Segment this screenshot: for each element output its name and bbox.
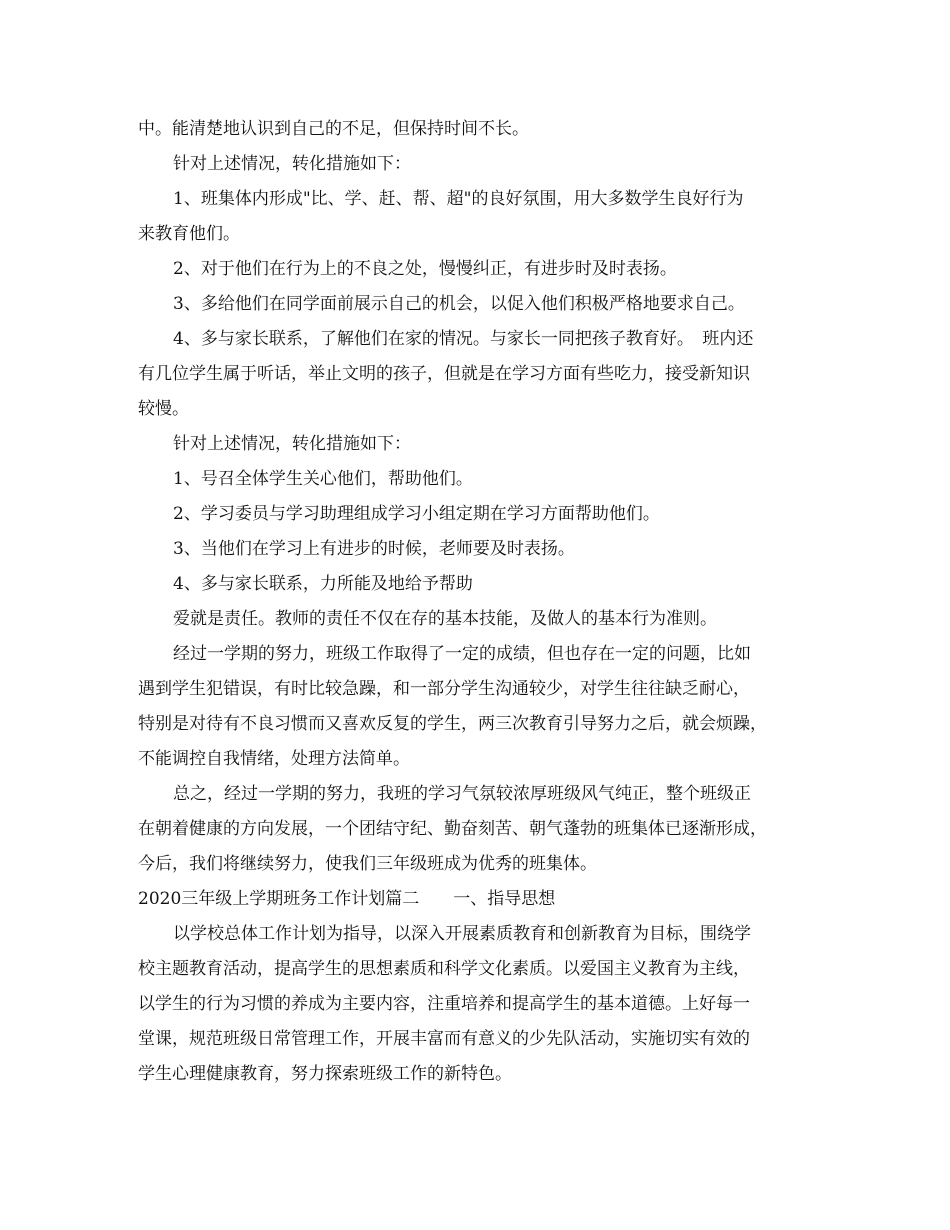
- text-line: 不能调控自我情绪，处理方法简单。: [138, 749, 410, 769]
- text-line: 4、多与家长联系，了解他们在家的情况。与家长一同把孩子教育好。 班内还: [173, 329, 754, 349]
- text-line: 以学校总体工作计划为指导，以深入开展素质教育和创新教育为目标，围绕学: [173, 924, 751, 944]
- text-line: 1、班集体内形成"比、学、赶、帮、超"的良好氛围，用大多数学生良好行为: [173, 189, 744, 209]
- text-line: 2、对于他们在行为上的不良之处，慢慢纠正，有进步时及时表扬。: [173, 259, 677, 279]
- text-line: 针对上述情况，转化措施如下：: [173, 154, 411, 174]
- text-line: 3、当他们在学习上有进步的时候，老师要及时表扬。: [173, 539, 575, 559]
- text-line: 特别是对待有不良习惯而又喜欢反复的学生，两三次教育引导努力之后，就会烦躁，: [138, 714, 767, 734]
- text-line: 堂课，规范班级日常管理工作，开展丰富而有意义的少先队活动，实施切实有效的: [138, 1029, 750, 1049]
- text-line: 针对上述情况，转化措施如下：: [173, 434, 411, 454]
- text-line: 今后，我们将继续努力，使我们三年级班成为优秀的班集体。: [138, 854, 597, 874]
- text-line: 来教育他们。: [138, 224, 240, 244]
- text-line: 3、多给他们在同学面前展示自己的机会，以促入他们积极严格地要求自己。: [173, 294, 745, 314]
- text-line: 1、号召全体学生关心他们，帮助他们。: [173, 469, 473, 489]
- text-line: 爱就是责任。教师的责任不仅在存的基本技能，及做人的基本行为准则。: [173, 609, 717, 629]
- text-line: 有几位学生属于听话，举止文明的孩子，但就是在学习方面有些吃力，接受新知识: [138, 364, 750, 384]
- text-line: 中。能清楚地认识到自己的不足，但保持时间不长。: [138, 119, 529, 139]
- text-line: 经过一学期的努力，班级工作取得了一定的成绩，但也存在一定的问题，比如: [173, 644, 751, 664]
- text-line: 4、多与家长联系，力所能及地给予帮助: [173, 574, 473, 594]
- text-line: 以学生的行为习惯的养成为主要内容，注重培养和提高学生的基本道德。上好每一: [138, 994, 750, 1014]
- text-line: 学生心理健康教育，努力探索班级工作的新特色。: [138, 1064, 512, 1084]
- text-line: 较慢。: [138, 399, 189, 419]
- text-line: 遇到学生犯错误，有时比较急躁，和一部分学生沟通较少，对学生往往缺乏耐心，: [138, 679, 750, 699]
- text-line: 2020三年级上学期班务工作计划篇二 一、指导思想: [138, 889, 556, 909]
- text-line: 总之，经过一学期的努力，我班的学习气氛较浓厚班级风气纯正，整个班级正: [173, 784, 751, 804]
- text-line: 2、学习委员与学习助理组成学习小组定期在学习方面帮助他们。: [173, 504, 660, 524]
- text-line: 在朝着健康的方向发展，一个团结守纪、勤奋刻苦、朝气蓬勃的班集体已逐渐形成，: [138, 819, 767, 839]
- text-line: 校主题教育活动，提高学生的思想素质和科学文化素质。以爱国主义教育为主线，: [138, 959, 750, 979]
